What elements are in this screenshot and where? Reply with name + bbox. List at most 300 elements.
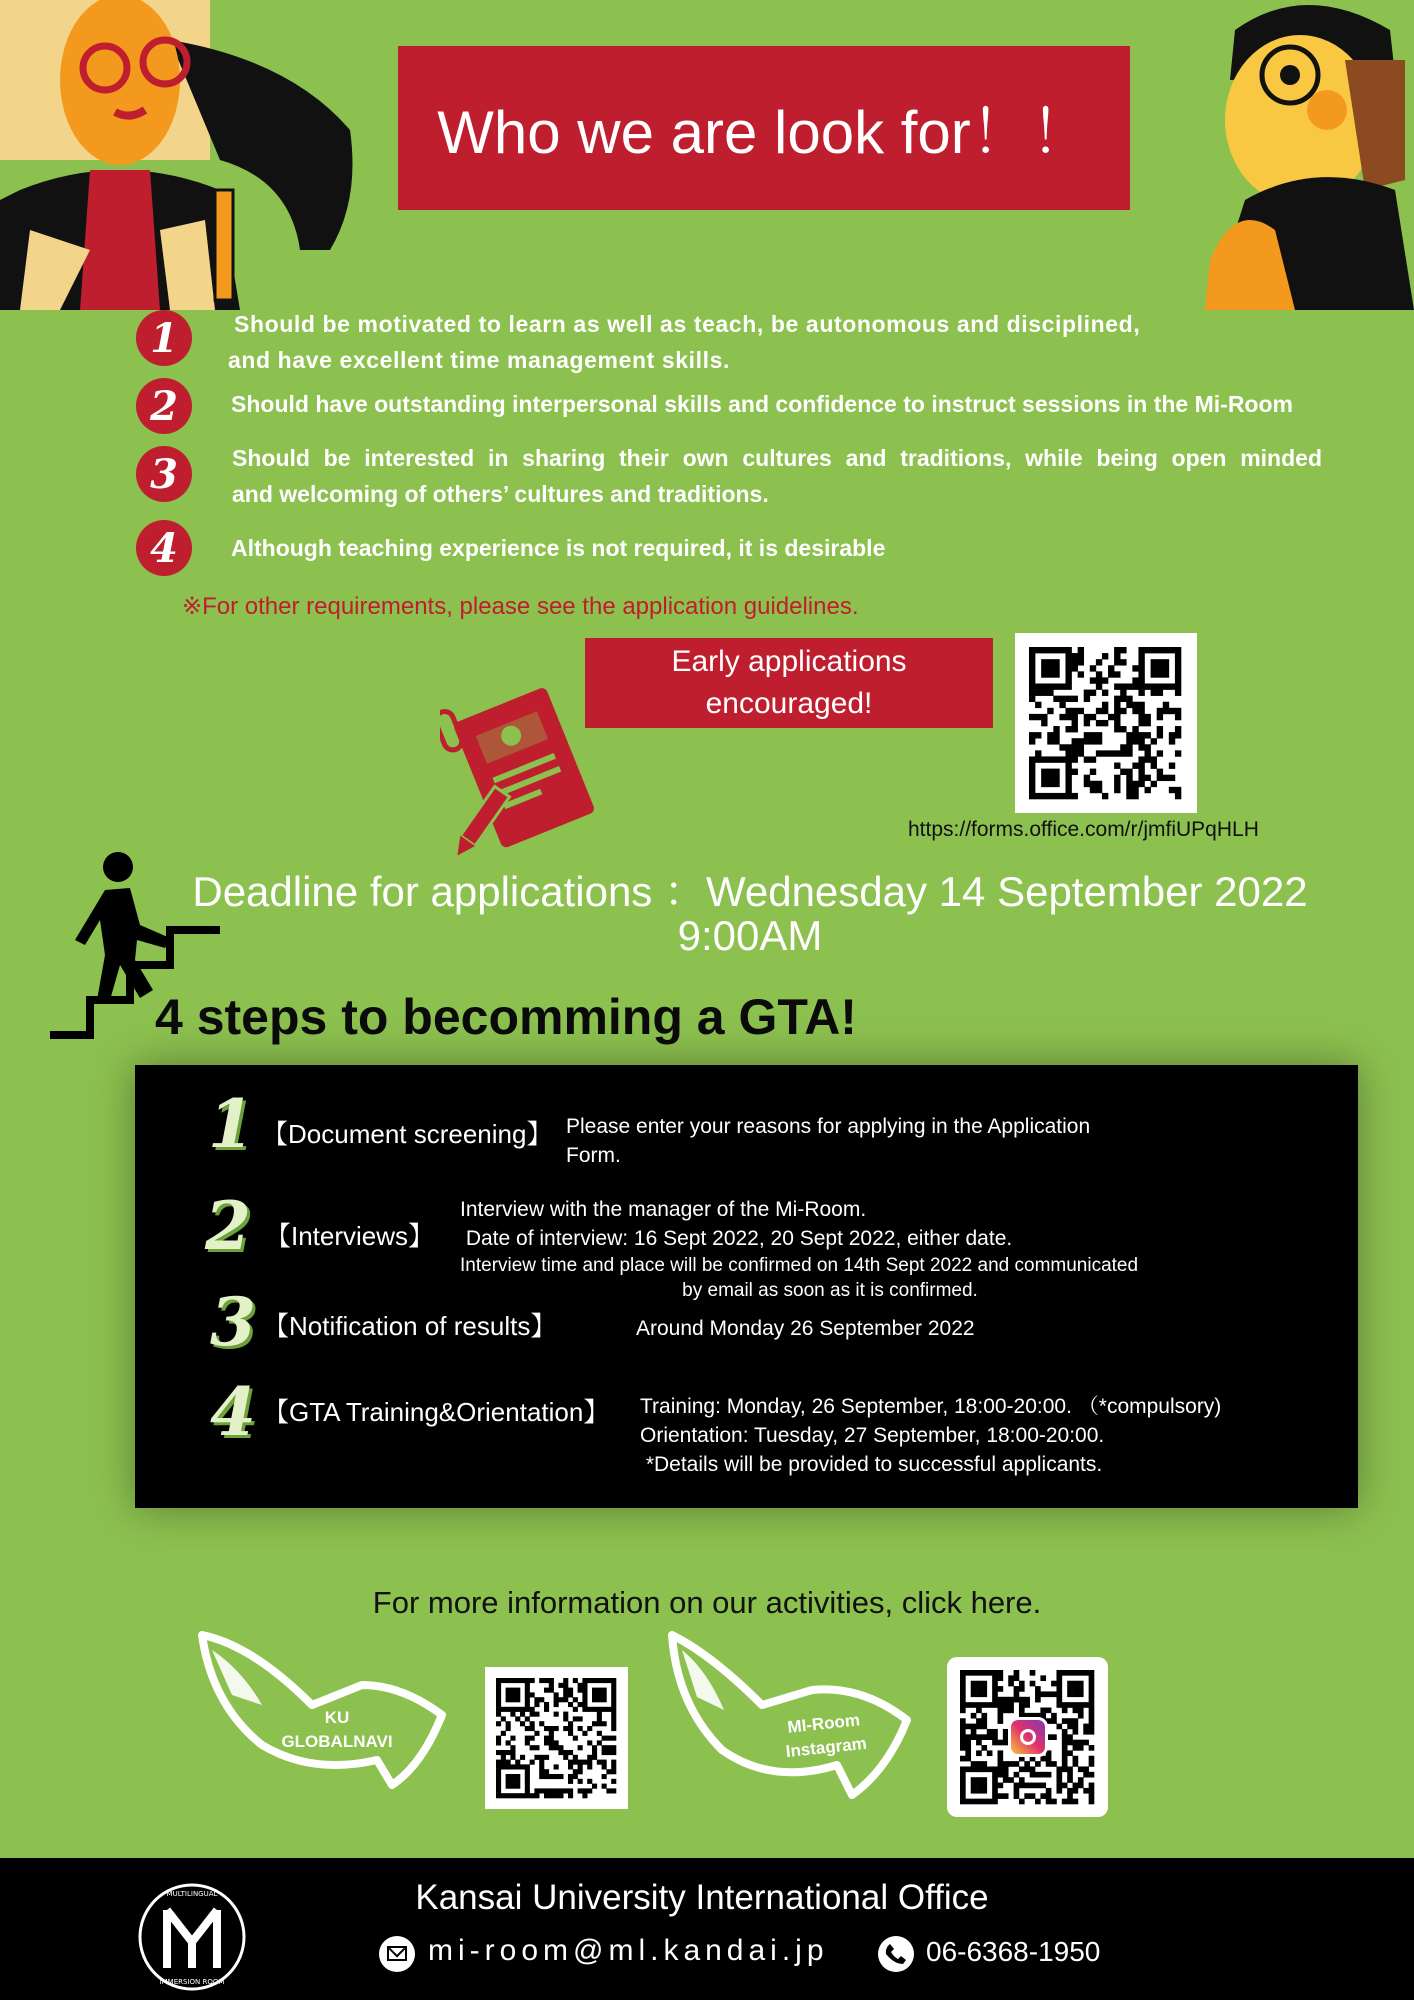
qr-module xyxy=(606,1750,611,1755)
qr-module xyxy=(1175,726,1181,732)
qr-module xyxy=(1014,1670,1020,1676)
qr-module xyxy=(1073,1670,1079,1676)
qr-module xyxy=(1089,1788,1095,1794)
requirement-number: 2 xyxy=(136,378,192,434)
qr-module xyxy=(1090,756,1096,762)
qr-module xyxy=(496,1688,501,1693)
qr-module xyxy=(1138,702,1144,708)
application-deadline xyxy=(140,870,1360,958)
qr-module xyxy=(1053,671,1059,677)
step-desc-line: by email as soon as it is confirmed. xyxy=(682,1280,978,1301)
qr-module xyxy=(1078,1713,1084,1719)
qr-module xyxy=(1073,1788,1079,1794)
qr-module xyxy=(1067,1750,1073,1756)
qr-module xyxy=(1056,1691,1062,1697)
qr-module xyxy=(573,1760,578,1765)
qr-module xyxy=(1056,1686,1062,1692)
qr-module xyxy=(568,1721,573,1726)
qr-module xyxy=(1145,744,1151,750)
qr-module xyxy=(1053,781,1059,787)
qr-module xyxy=(1078,1702,1084,1708)
qr-module xyxy=(976,1750,982,1756)
qr-module xyxy=(582,1702,587,1707)
qr-module xyxy=(1046,1691,1052,1697)
qr-module xyxy=(987,1729,993,1735)
qr-module xyxy=(1065,793,1071,799)
qr-module xyxy=(1065,714,1071,720)
qr-module xyxy=(992,1799,998,1805)
qr-module xyxy=(1019,1686,1025,1692)
qr-module xyxy=(1051,1761,1057,1767)
qr-module xyxy=(1065,781,1071,787)
qr-module xyxy=(960,1788,966,1794)
qr-module xyxy=(525,1707,530,1712)
qr-module xyxy=(549,1678,554,1683)
qr-module xyxy=(606,1707,611,1712)
qr-module xyxy=(1175,750,1181,756)
qr-module xyxy=(1073,1761,1079,1767)
qr-module xyxy=(1035,1697,1041,1703)
ku-globalnavi-label[interactable] xyxy=(262,1706,412,1754)
requirements-note: ※For other requirements, please see the application guidelines. xyxy=(182,593,859,620)
qr-module xyxy=(1132,787,1138,793)
qr-module xyxy=(1120,696,1126,702)
qr-module xyxy=(554,1697,559,1702)
qr-module xyxy=(1053,696,1059,702)
qr-module xyxy=(539,1760,544,1765)
qr-module xyxy=(1078,1745,1084,1751)
qr-module xyxy=(1163,702,1169,708)
qr-module xyxy=(1053,647,1059,653)
step-desc-line: Date of interview: 16 Sept 2022, 20 Sept 2022, either date. xyxy=(460,1227,1013,1250)
qr-module xyxy=(611,1721,616,1726)
qr-module xyxy=(1090,732,1096,738)
qr-module xyxy=(1047,775,1053,781)
qr-module xyxy=(568,1788,573,1793)
qr-module xyxy=(568,1774,573,1779)
contact-phone[interactable]: 06-6368-1950 xyxy=(926,1936,1101,1967)
qr-module xyxy=(597,1707,602,1712)
qr-module xyxy=(501,1750,506,1755)
qr-module xyxy=(1120,726,1126,732)
qr-module xyxy=(1056,1670,1062,1676)
qr-module xyxy=(1053,769,1059,775)
qr-module xyxy=(587,1760,592,1765)
qr-module xyxy=(530,1793,535,1798)
qr-module xyxy=(1169,775,1175,781)
qr-module xyxy=(1090,677,1096,683)
qr-module xyxy=(1056,1788,1062,1794)
qr-module xyxy=(1051,1718,1057,1724)
qr-module xyxy=(960,1740,966,1746)
qr-module xyxy=(592,1721,597,1726)
qr-module xyxy=(496,1721,501,1726)
qr-module xyxy=(1029,690,1035,696)
qr-module xyxy=(976,1681,982,1687)
step-desc-line: Around Monday 26 September 2022 xyxy=(636,1317,975,1340)
qr-module xyxy=(1065,665,1071,671)
qr-module xyxy=(534,1697,539,1702)
step-label: 【GTA Training&Orientation】 xyxy=(263,1397,610,1427)
qr-module xyxy=(1132,683,1138,689)
qr-module xyxy=(1019,1681,1025,1687)
qr-module xyxy=(602,1774,607,1779)
qr-module xyxy=(525,1726,530,1731)
qr-module xyxy=(582,1760,587,1765)
qr-module xyxy=(1089,1670,1095,1676)
qr-module xyxy=(987,1799,993,1805)
qr-module xyxy=(1073,1718,1079,1724)
qr-module xyxy=(544,1736,549,1741)
qr-module xyxy=(1072,750,1078,756)
qr-module xyxy=(587,1764,592,1769)
qr-module xyxy=(1056,1777,1062,1783)
qr-module xyxy=(506,1678,511,1683)
qr-module xyxy=(597,1692,602,1697)
qr-module xyxy=(1019,1777,1025,1783)
qr-module xyxy=(525,1774,530,1779)
qr-module xyxy=(1019,1799,1025,1805)
step-number: 3 xyxy=(210,1283,256,1361)
qr-module xyxy=(539,1764,544,1769)
qr-module xyxy=(510,1712,515,1717)
qr-module xyxy=(1062,1729,1068,1735)
qr-module xyxy=(976,1724,982,1730)
qr-module xyxy=(1053,738,1059,744)
qr-module xyxy=(1078,1777,1084,1783)
qr-module xyxy=(578,1760,583,1765)
qr-module xyxy=(1169,683,1175,689)
qr-module xyxy=(549,1683,554,1688)
qr-module xyxy=(1163,708,1169,714)
qr-module xyxy=(1062,1702,1068,1708)
qr-module xyxy=(1102,750,1108,756)
qr-module xyxy=(1126,702,1132,708)
qr-module xyxy=(592,1750,597,1755)
qr-module xyxy=(971,1799,977,1805)
qr-module xyxy=(1163,659,1169,665)
qr-module xyxy=(592,1697,597,1702)
qr-module xyxy=(1072,714,1078,720)
qr-module xyxy=(544,1688,549,1693)
qr-module xyxy=(496,1788,501,1793)
qr-module xyxy=(1096,683,1102,689)
qr-module xyxy=(510,1793,515,1798)
qr-module xyxy=(1053,756,1059,762)
qr-module xyxy=(1072,720,1078,726)
qr-module xyxy=(987,1750,993,1756)
qr-module xyxy=(1078,671,1084,677)
qr-module xyxy=(1151,647,1157,653)
qr-module xyxy=(976,1686,982,1692)
qr-module xyxy=(501,1716,506,1721)
qr-module xyxy=(1065,659,1071,665)
qr-module xyxy=(1157,665,1163,671)
qr-module xyxy=(1157,647,1163,653)
qr-module xyxy=(981,1761,987,1767)
qr-module xyxy=(998,1761,1004,1767)
qr-module xyxy=(1169,787,1175,793)
qr-module xyxy=(544,1702,549,1707)
qr-module xyxy=(1062,1799,1068,1805)
qr-module xyxy=(976,1761,982,1767)
qr-module xyxy=(1029,775,1035,781)
qr-module xyxy=(510,1764,515,1769)
qr-module xyxy=(611,1688,616,1693)
qr-module xyxy=(554,1726,559,1731)
qr-module xyxy=(582,1688,587,1693)
qr-module xyxy=(525,1716,530,1721)
qr-module xyxy=(1059,744,1065,750)
qr-module xyxy=(558,1788,563,1793)
qr-module xyxy=(1120,647,1126,653)
qr-module xyxy=(1083,1724,1089,1730)
qr-module xyxy=(558,1745,563,1750)
qr-module xyxy=(1151,756,1157,762)
qr-module xyxy=(1089,1686,1095,1692)
qr-module xyxy=(1132,665,1138,671)
qr-module xyxy=(1065,677,1071,683)
qr-module xyxy=(602,1750,607,1755)
qr-module xyxy=(1145,756,1151,762)
qr-module xyxy=(1078,659,1084,665)
qr-module xyxy=(534,1755,539,1760)
qr-module xyxy=(1132,793,1138,799)
qr-module xyxy=(1035,732,1041,738)
qr-module xyxy=(573,1736,578,1741)
qr-module xyxy=(1083,1740,1089,1746)
qr-module xyxy=(971,1783,977,1789)
qr-module xyxy=(1120,744,1126,750)
step-desc-line: Please enter your reasons for applying in the Application xyxy=(566,1115,1091,1138)
qr-module xyxy=(1132,708,1138,714)
qr-module xyxy=(1051,1713,1057,1719)
qr-module xyxy=(549,1774,554,1779)
qr-module xyxy=(544,1774,549,1779)
qr-module xyxy=(965,1740,971,1746)
qr-module xyxy=(1089,1713,1095,1719)
qr-module xyxy=(534,1788,539,1793)
qr-module xyxy=(515,1688,520,1693)
qr-module xyxy=(611,1697,616,1702)
qr-module xyxy=(1157,708,1163,714)
qr-module xyxy=(1157,726,1163,732)
application-form-link[interactable]: https://forms.office.com/r/jmfiUPqHLH xyxy=(908,818,1259,841)
qr-module xyxy=(1040,1793,1046,1799)
qr-module xyxy=(515,1774,520,1779)
qr-module xyxy=(549,1740,554,1745)
qr-module xyxy=(1040,1783,1046,1789)
qr-module xyxy=(1138,665,1144,671)
qr-module xyxy=(1089,1697,1095,1703)
qr-module xyxy=(1096,750,1102,756)
qr-module xyxy=(611,1716,616,1721)
qr-module xyxy=(558,1697,563,1702)
qr-module xyxy=(1003,1777,1009,1783)
qr-module xyxy=(1114,726,1120,732)
qr-module xyxy=(1041,720,1047,726)
qr-module xyxy=(1056,1783,1062,1789)
qr-module xyxy=(960,1691,966,1697)
qr-module xyxy=(1120,683,1126,689)
deadline-time: 9:00AM xyxy=(677,912,823,959)
qr-module xyxy=(592,1707,597,1712)
qr-module xyxy=(1084,732,1090,738)
qr-module xyxy=(1090,665,1096,671)
qr-module xyxy=(525,1692,530,1697)
qr-module xyxy=(960,1697,966,1703)
qr-module xyxy=(971,1777,977,1783)
qr-module xyxy=(506,1793,511,1798)
qr-module xyxy=(971,1766,977,1772)
qr-module xyxy=(1151,763,1157,769)
step-description xyxy=(636,1314,975,1343)
qr-module xyxy=(520,1721,525,1726)
qr-module xyxy=(960,1793,966,1799)
qr-module xyxy=(1089,1799,1095,1805)
qr-module xyxy=(1175,647,1181,653)
qr-module xyxy=(971,1734,977,1740)
qr-module xyxy=(1035,756,1041,762)
qr-module xyxy=(992,1729,998,1735)
qr-module xyxy=(597,1760,602,1765)
qr-module xyxy=(554,1702,559,1707)
qr-module xyxy=(1157,659,1163,665)
qr-module xyxy=(568,1731,573,1736)
qr-module xyxy=(960,1729,966,1735)
qr-module xyxy=(1029,671,1035,677)
woman-illustration xyxy=(0,0,360,310)
qr-module xyxy=(1114,763,1120,769)
requirement-text xyxy=(228,306,1140,378)
qr-module xyxy=(1078,1681,1084,1687)
qr-module xyxy=(1089,1675,1095,1681)
qr-module xyxy=(1030,1681,1036,1687)
qr-module xyxy=(1047,665,1053,671)
qr-module xyxy=(1083,1766,1089,1772)
qr-module xyxy=(1090,690,1096,696)
qr-module xyxy=(1008,1777,1014,1783)
qr-module xyxy=(501,1755,506,1760)
qr-module xyxy=(965,1766,971,1772)
qr-module xyxy=(1029,647,1035,653)
qr-module xyxy=(554,1774,559,1779)
qr-module xyxy=(606,1769,611,1774)
qr-module xyxy=(582,1692,587,1697)
qr-module xyxy=(1078,1686,1084,1692)
arrow-label-line: Instagram xyxy=(784,1733,868,1762)
qr-module xyxy=(1035,1772,1041,1778)
ku-globalnavi-qr-code[interactable] xyxy=(485,1667,628,1809)
early-applications-banner xyxy=(585,638,993,728)
qr-module xyxy=(1053,775,1059,781)
qr-module xyxy=(530,1678,535,1683)
qr-module xyxy=(1114,714,1120,720)
qr-module xyxy=(602,1764,607,1769)
qr-module xyxy=(520,1764,525,1769)
qr-module xyxy=(568,1793,573,1798)
requirement-line: Although teaching experience is not required, it is desirable xyxy=(231,535,886,561)
qr-module xyxy=(611,1692,616,1697)
application-qr-code[interactable] xyxy=(1015,633,1197,813)
qr-module xyxy=(606,1745,611,1750)
qr-module xyxy=(1114,653,1120,659)
qr-module xyxy=(506,1774,511,1779)
qr-module xyxy=(1163,775,1169,781)
qr-module xyxy=(544,1793,549,1798)
qr-module xyxy=(1014,1686,1020,1692)
qr-module xyxy=(587,1788,592,1793)
qr-module xyxy=(582,1683,587,1688)
step-description xyxy=(460,1195,1220,1303)
qr-module xyxy=(597,1721,602,1726)
qr-module xyxy=(1157,690,1163,696)
qr-module xyxy=(1151,671,1157,677)
qr-module xyxy=(1126,750,1132,756)
qr-module xyxy=(1035,683,1041,689)
contact-email[interactable]: mi-room@ml.kandai.jp xyxy=(428,1934,829,1967)
qr-module xyxy=(578,1716,583,1721)
qr-module xyxy=(987,1702,993,1708)
qr-module xyxy=(976,1708,982,1714)
qr-module xyxy=(998,1793,1004,1799)
qr-module xyxy=(1029,696,1035,702)
qr-module xyxy=(1030,1793,1036,1799)
qr-module xyxy=(506,1760,511,1765)
qr-module xyxy=(1067,1718,1073,1724)
qr-module xyxy=(992,1697,998,1703)
qr-module xyxy=(510,1692,515,1697)
qr-module xyxy=(1067,1799,1073,1805)
qr-module xyxy=(582,1697,587,1702)
qr-module xyxy=(611,1707,616,1712)
qr-module xyxy=(510,1697,515,1702)
qr-module xyxy=(1096,781,1102,787)
qr-module xyxy=(976,1783,982,1789)
qr-module xyxy=(1114,787,1120,793)
qr-module xyxy=(1029,787,1035,793)
qr-module xyxy=(554,1712,559,1717)
qr-module xyxy=(573,1716,578,1721)
instagram-qr-code[interactable] xyxy=(947,1657,1108,1817)
qr-module xyxy=(606,1736,611,1741)
qr-module xyxy=(1114,708,1120,714)
qr-module xyxy=(1014,1761,1020,1767)
qr-module xyxy=(1078,653,1084,659)
qr-module xyxy=(1072,744,1078,750)
qr-module xyxy=(1014,1772,1020,1778)
qr-module xyxy=(1003,1697,1009,1703)
qr-module xyxy=(1078,647,1084,653)
qr-module xyxy=(1047,769,1053,775)
qr-module xyxy=(496,1697,501,1702)
footer-organization: Kansai University International Office xyxy=(415,1878,989,1917)
qr-module xyxy=(602,1692,607,1697)
qr-module xyxy=(1151,738,1157,744)
qr-module xyxy=(578,1702,583,1707)
qr-module xyxy=(1035,1799,1041,1805)
qr-module xyxy=(965,1724,971,1730)
requirement-line: and have excellent time management skills. xyxy=(228,347,731,373)
qr-module xyxy=(976,1734,982,1740)
qr-module xyxy=(1089,1756,1095,1762)
qr-module xyxy=(971,1681,977,1687)
qr-module xyxy=(1138,769,1144,775)
qr-module xyxy=(998,1697,1004,1703)
qr-module xyxy=(510,1707,515,1712)
qr-module xyxy=(515,1707,520,1712)
qr-module xyxy=(998,1718,1004,1724)
